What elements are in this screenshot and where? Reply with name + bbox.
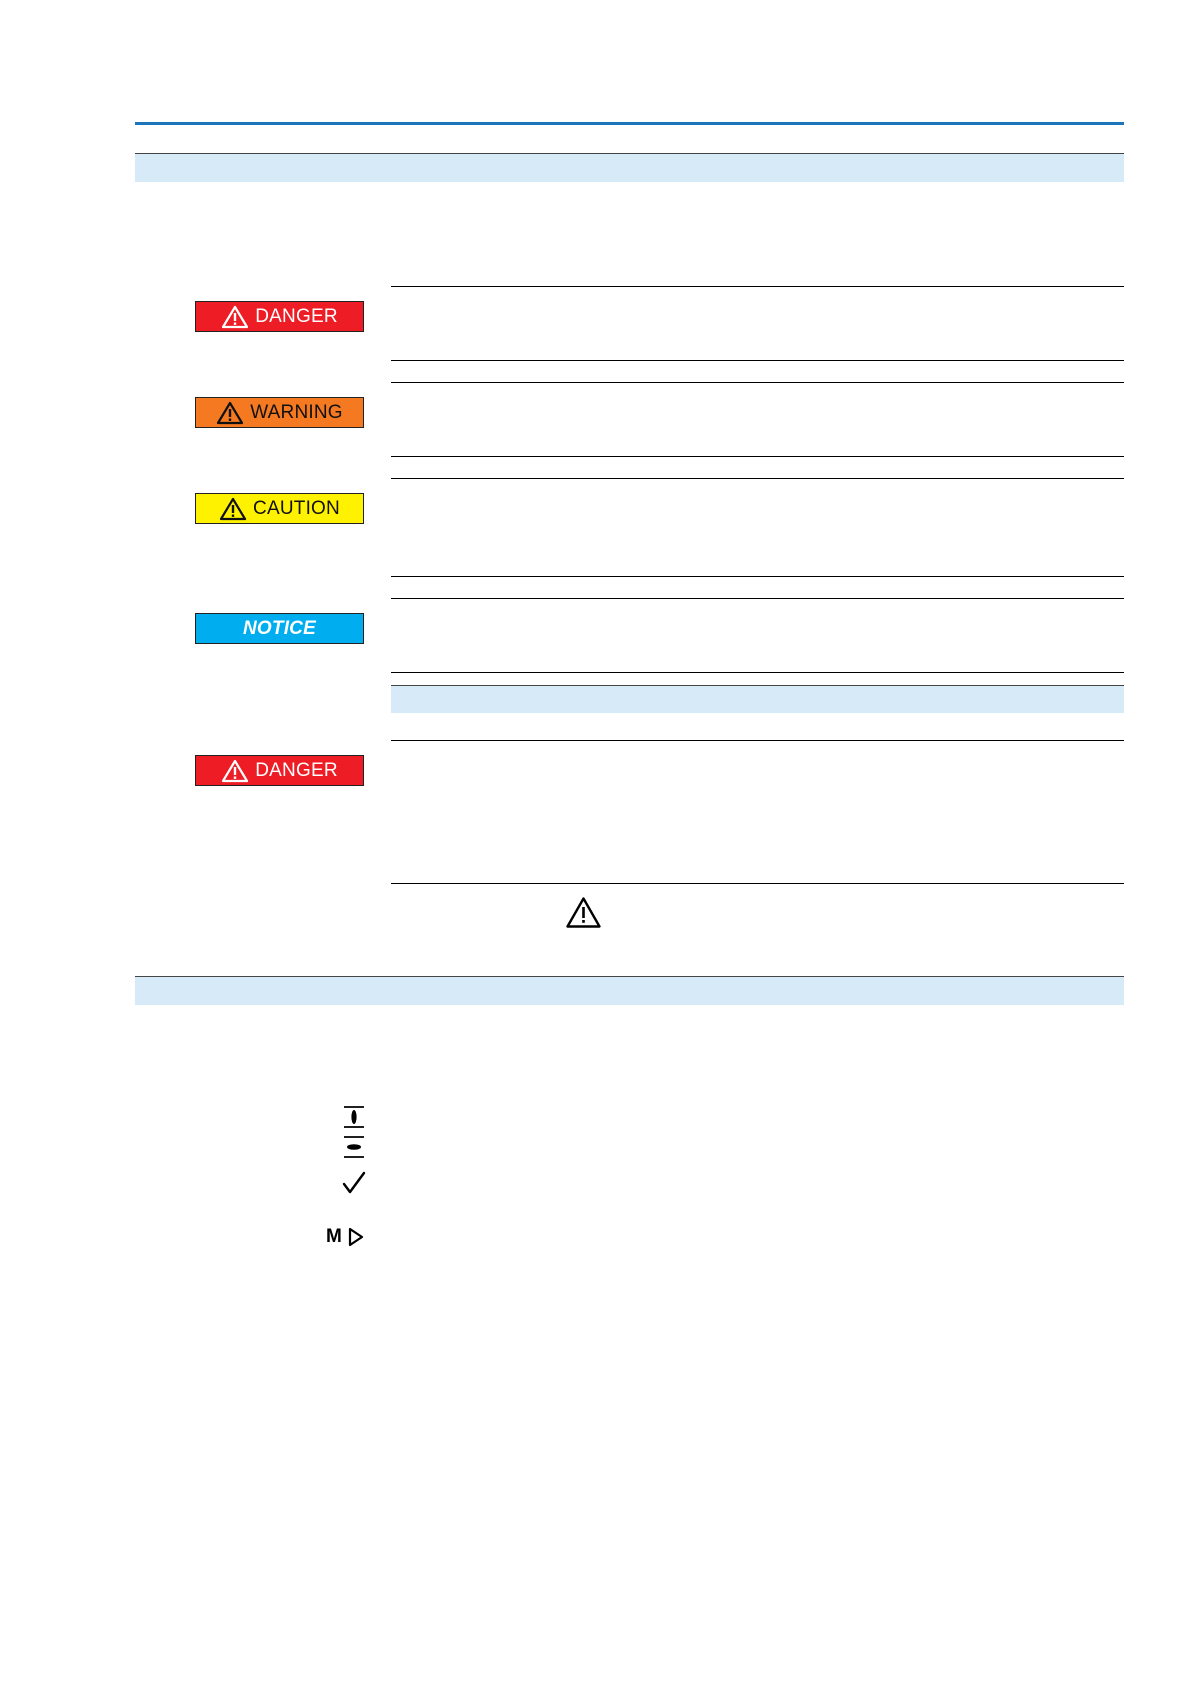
checkmark-icon: [341, 1170, 367, 1196]
warning-label-text: WARNING: [250, 401, 343, 423]
divider: [391, 360, 1124, 361]
danger-label: [195, 301, 364, 332]
notice-label-text: NOTICE: [243, 617, 316, 639]
danger-label-text: DANGER: [255, 305, 338, 327]
divider: [391, 672, 1124, 673]
end-position-open-icon: [341, 1104, 367, 1130]
danger-label: [195, 755, 364, 786]
warning-triangle-icon: [219, 497, 247, 521]
divider: [391, 598, 1124, 599]
danger-label-text: DANGER: [255, 759, 338, 781]
divider: [391, 883, 1124, 884]
divider: [391, 478, 1124, 479]
warning-label: [195, 397, 364, 428]
subsection-heading-band: [391, 685, 1124, 713]
section-heading-band-2: [135, 976, 1124, 1005]
arrow-right-icon: [347, 1226, 365, 1248]
caution-label-text: CAUTION: [253, 497, 340, 519]
warning-triangle-icon: [221, 305, 249, 329]
divider: [391, 286, 1124, 287]
menu-m-label: M: [326, 1226, 342, 1247]
divider: [391, 382, 1124, 383]
section-heading-band-1: [135, 153, 1124, 182]
divider: [391, 576, 1124, 577]
divider: [391, 740, 1124, 741]
warning-triangle-icon: [216, 401, 244, 425]
divider: [391, 456, 1124, 457]
warning-triangle-icon: [221, 759, 249, 783]
header-accent-rule: [135, 122, 1124, 125]
end-position-closed-icon: [341, 1134, 367, 1160]
caution-label: [195, 493, 364, 524]
notice-label: [195, 613, 364, 644]
warning-triangle-icon: [565, 896, 602, 929]
